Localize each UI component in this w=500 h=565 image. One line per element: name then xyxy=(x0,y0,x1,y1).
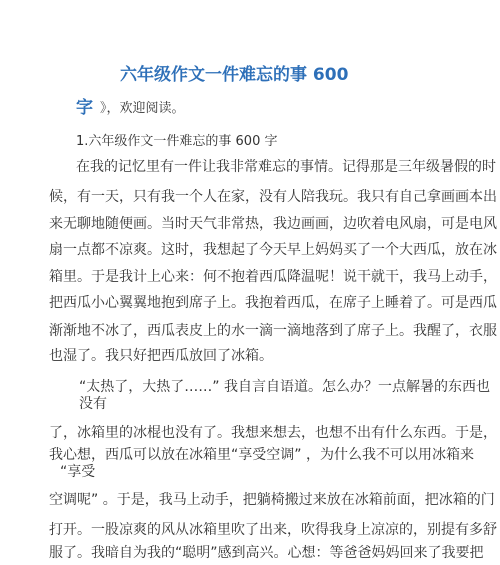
paragraph-line: 打开。一股凉爽的风从冰箱里吹了出来，吹得我身上凉凉的，别提有多舒 xyxy=(49,522,497,538)
paragraph-line: 箱里。于是我计上心来：何不抱着西瓜降温呢！说干就干，我马上动手， xyxy=(49,269,497,285)
paragraph-line: “太热了，大热了……” 我自言自语道。怎么办？一点解暑的东西也 xyxy=(79,379,490,395)
paragraph-line: “享受 xyxy=(60,464,96,480)
paragraph-line: 扇一点都不凉爽。这时，我想起了今天早上妈妈买了一个大西瓜，放在冰 xyxy=(49,242,497,258)
paragraph-line: 在我的记忆里有一件让我非常难忘的事情。记得那是三年级暑假的时 xyxy=(76,159,496,175)
document-title-line1: 六年级作文一件难忘的事 600 xyxy=(120,65,349,85)
paragraph-line: 服了。我暗自为我的“聪明”感到高兴。心想：等爸爸妈妈回来了我要把 xyxy=(49,545,484,561)
paragraph-line: 我心想，西瓜可以放在冰箱里“享受空调” ，为什么我不可以用冰箱来 xyxy=(49,447,474,463)
paragraph-line: 了，冰箱里的冰棍也没有了。我想来想去，也想不出有什么东西。于是， xyxy=(49,425,497,441)
paragraph-line: 没有 xyxy=(79,396,107,412)
paragraph-line: 也湿了。我只好把西瓜放回了冰箱。 xyxy=(49,348,273,364)
paragraph-line: 渐渐地不冰了，西瓜表皮上的水一滴一滴地落到了席子上。我醒了，衣服 xyxy=(49,323,497,339)
section-subheading: 1.六年级作文一件难忘的事 600 字 xyxy=(76,134,278,149)
paragraph-line: 来无聊地随便画。当时天气非常热，我边画画，边吹着电风扇，可是电风 xyxy=(49,216,497,232)
paragraph-line: 把西瓜小心翼翼地抱到席子上。我抱着西瓜，在席子上睡着了。可是西瓜 xyxy=(49,295,497,311)
paragraph-line: 候，有一天，只有我一个人在家，没有人陪我玩。我只有自己拿画画本出 xyxy=(49,189,497,205)
paragraph-line: 空调呢” 。于是，我马上动手，把躺椅搬过来放在冰箱前面，把冰箱的门 xyxy=(49,492,495,508)
document-title-line2: 字 xyxy=(76,98,93,118)
welcome-text: 》，欢迎阅读。 xyxy=(100,101,185,116)
